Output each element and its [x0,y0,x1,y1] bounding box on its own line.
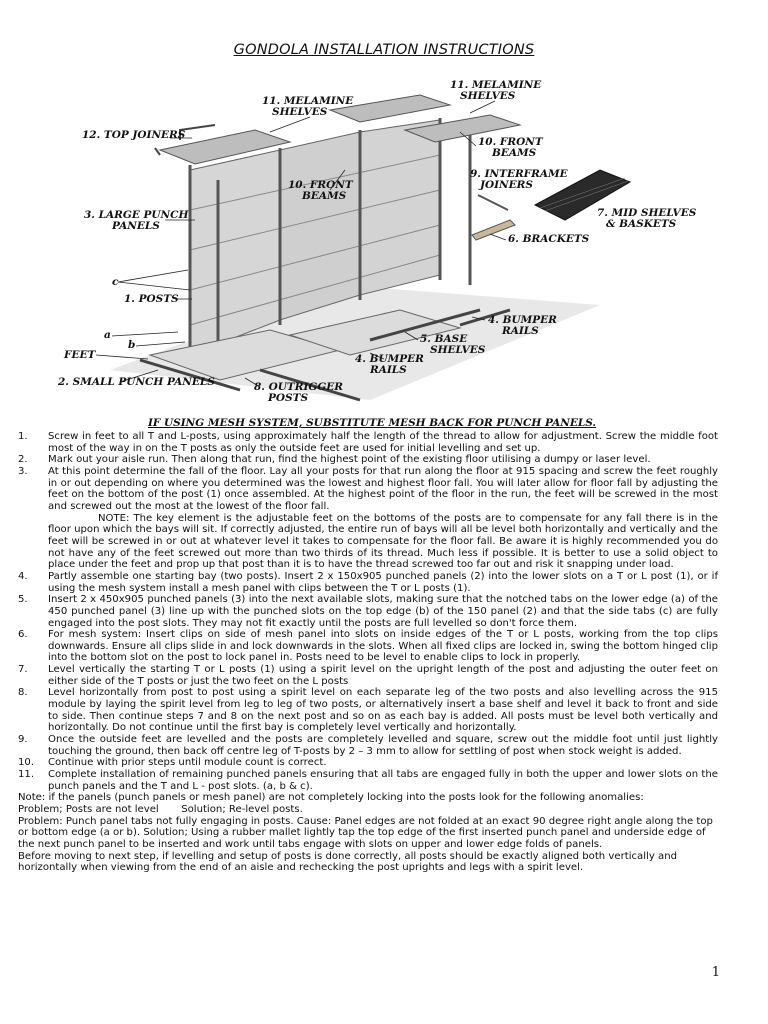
step-11: 11. Complete installation of remaining punched panels ensuring that all tabs are engaged fully in both the upper and lower slots on the punch panels and the T and L - post slots. (a, b & c). [18,769,718,792]
step-8: 8. Level horizontally from post to post using a spirit level on each separate leg of the two posts and also levelling across the 915 module by laying the spirit level from leg to leg of two posts, or alternatively insert a base shelf and level it back to front and side to side. Then continue steps 7 and 8 on the next post and so on as each bay is added. All posts must be level both vertically and horizontally. Do not continue until the first bay is completely level vertically and horizontally. [18,687,718,734]
label-feet: FEET [64,349,96,361]
label-melamine-shelves-1b: SHELVES [272,106,328,118]
label-front-beams-1b: BEAMS [492,147,537,159]
gondola-diagram [40,70,697,410]
label-interframe-joiners: 9. INTERFRAME [470,168,568,180]
label-c: c [112,276,119,288]
label-mid-shelves-b: & BASKETS [606,218,677,230]
label-interframe-joiners-b: JOINERS [480,179,533,191]
page-title: GONDOLA INSTALLATION INSTRUCTIONS [233,42,535,58]
step-2: 2. Mark out your aisle run. Then along that run, find the highest point of the existing floor utilising a dumpy or laser level. [18,454,651,466]
label-posts: 1. POSTS [124,293,179,305]
step-5: 5. Insert 2 x 450x905 punched panels (3) into the next available slots, making sure that the notched tabs on the lower edge (a) of the 450 punched panel (3) line up with the punched slots on the top edge (b) of the 150 panel (2) and that the side tabs (c) are fully engaged into the post slots. They may not fit exactly until the posts are full levelled so don't force them. [18,594,718,629]
instructions-body [18,431,718,874]
step-6: 6. For mesh system: Insert clips on side of mesh panel into slots on inside edges of the T or L posts, working from the top clips downwards. Ensure all clips slide in and lock downwards in the slots. When all fixed clips are locked in, swing the bottom hinged clip into the bottom slot on the post to lock panel in. Posts need to be level to enable clips to lock in properly. [18,629,718,664]
label-melamine-shelves-2: 11. MELAMINE [450,79,542,91]
label-base-shelves-b: SHELVES [430,344,486,356]
interframe-joiners [478,195,508,210]
label-base-shelves: 5. BASE [420,333,468,345]
label-a: a [104,329,111,341]
page-number: 1 [711,965,720,980]
step-9: 9. Once the outside feet are levelled and the posts are completely levelled and square, screw out the middle foot until just lightly touching the ground, then back off centre leg of T-posts by 2 – 3 mm to allow for settling of post when stock weight is added. [18,734,718,757]
step-1: 1. Screw in feet to all T and L-posts, using approximately half the length of the thread to allow for adjustment. Screw the middle foot most of the way in on the T posts as only the outside feet are used for initial levelling and set up. [18,431,718,454]
step-4: 4. Partly assemble one starting bay (two posts). Insert 2 x 150x905 punched panels (2) into the lower slots on a T or L post (1), or if using the mesh system install a mesh panel with clips between the T or L posts (1). [18,570,718,594]
label-b: b [128,339,136,351]
label-small-punch-panels: 2. SMALL PUNCH PANELS [58,376,215,388]
label-melamine-shelves-2b: SHELVES [460,90,516,102]
label-outrigger-posts-b: POSTS [268,392,309,404]
label-melamine-shelves-1: 11. MELAMINE [262,95,354,107]
label-bumper-rails-1: 4. BUMPER [488,314,557,326]
label-large-punch-panels: 3. LARGE PUNCH [84,209,189,221]
note-key: NOTE: The key element is the adjustable feet on the bottoms of the posts are to compensate for any fall there is in the floor upon which the bays will sit. If correctly adjusted, the entire run of bays will all be level both horizontally and vertically and the feet will be screwed in or out at whatever level it takes to compensate for the floor fall. Be aware it is highly recommended you do not have any of the feet screwed out more than two thirds of its thread. Much less if possible. It is better to use a solid object to place under the feet and prop up that post than it is to have the thread screwed too far out and risk it snapping under load. [48,512,718,571]
step-10: 10. Continue with prior steps until module count is correct. [18,757,327,769]
step-3: 3. At this point determine the fall of the floor. Lay all your posts for that run along the floor at 915 spacing and screw the feet roughly in or out depending on where you determined was the lowest and highest floor fall. You will later allow for floor fall by adjusting the feet on the bottom of the post (1) once assembled. At the highest point of the floor in the run, the feet will be screwed in the most and screwed out the most at the lowest of the floor fall. [18,465,718,512]
note-anomalies: Note: if the panels (punch panels or mesh panel) are not completely locking into the posts look for the following anomalies: [18,792,644,804]
label-large-punch-panels-b: PANELS [112,220,160,232]
label-bumper-rails-1b: RAILS [502,325,539,337]
label-bumper-rails-2: 4. BUMPER [355,353,424,365]
mesh-subheading: IF USING MESH SYSTEM, SUBSTITUTE MESH BACK FOR PUNCH PANELS. [148,417,597,429]
label-top-joiners: 12. TOP JOINERS [82,129,186,141]
label-mid-shelves: 7. MID SHELVES [597,207,697,219]
problem-level: Problem; Posts are not level Solution; Re-level posts. [18,804,303,815]
label-outrigger-posts: 8. OUTRIGGER [254,381,344,393]
closing-note: Before moving to next step, if levelling and setup of posts is done correctly, all posts should be exactly aligned both vertically and horizontally when viewing from the end of an aisle and rechecking the post uprights and legs with a spirit level. [18,850,678,874]
label-brackets: 6. BRACKETS [508,233,590,245]
label-bumper-rails-2b: RAILS [370,364,407,376]
label-front-beams-2b: BEAMS [302,190,347,202]
problem-tabs: Problem: Punch panel tabs not fully engaging in posts. Cause: Panel edges are not folded at an exact 90 degree right angle along the top or bottom edge (a or b). Solution; Using a rubber mallet lightly tap the top edge of the first inserted punch panel and underside edge of the next punch panel to be inserted and work until tabs engage with slots on upper and lower edge folds of panels. [18,815,713,850]
step-7: 7. Level vertically the starting T or L posts (1) using a spirit level on the upright length of the post and adjusting the outer feet on either side of the T posts or just the two feet on the L posts [18,664,718,687]
label-front-beams-1: 10. FRONT [478,136,543,148]
label-front-beams-2: 10. FRONT [288,179,353,191]
